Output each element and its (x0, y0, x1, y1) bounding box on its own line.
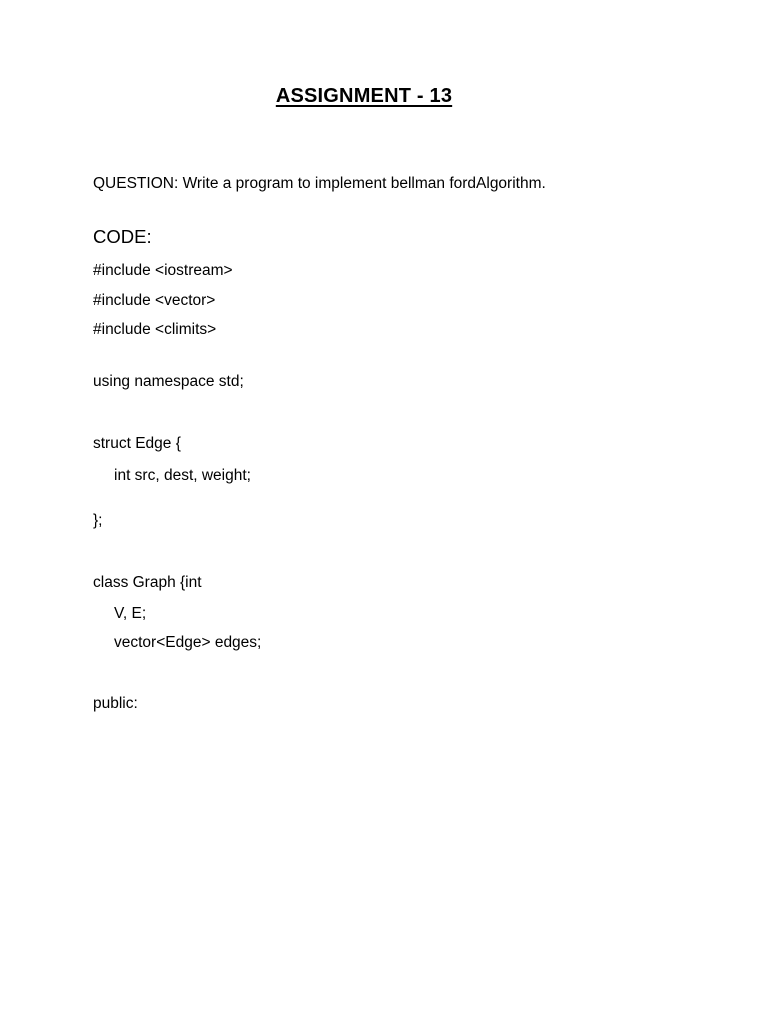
question-text: QUESTION: Write a program to implement bellman fordAlgorithm. (93, 175, 546, 192)
code-line-include-climits: #include <climits> (93, 321, 217, 338)
code-line-public: public: (93, 695, 138, 712)
code-line-edge-fields: int src, dest, weight; (114, 467, 251, 484)
assignment-title: ASSIGNMENT - 13 (275, 85, 453, 107)
code-line-using-namespace: using namespace std; (93, 373, 244, 390)
code-line-include-vector: #include <vector> (93, 292, 216, 309)
code-line-struct-edge: struct Edge { (93, 435, 181, 452)
code-line-include-iostream: #include <iostream> (93, 262, 233, 279)
code-line-struct-close: }; (93, 512, 103, 529)
code-line-class-graph: class Graph {int (93, 574, 202, 591)
code-line-graph-members: V, E; (114, 605, 147, 622)
code-heading: CODE: (93, 226, 152, 247)
code-line-graph-edges: vector<Edge> edges; (114, 634, 262, 651)
